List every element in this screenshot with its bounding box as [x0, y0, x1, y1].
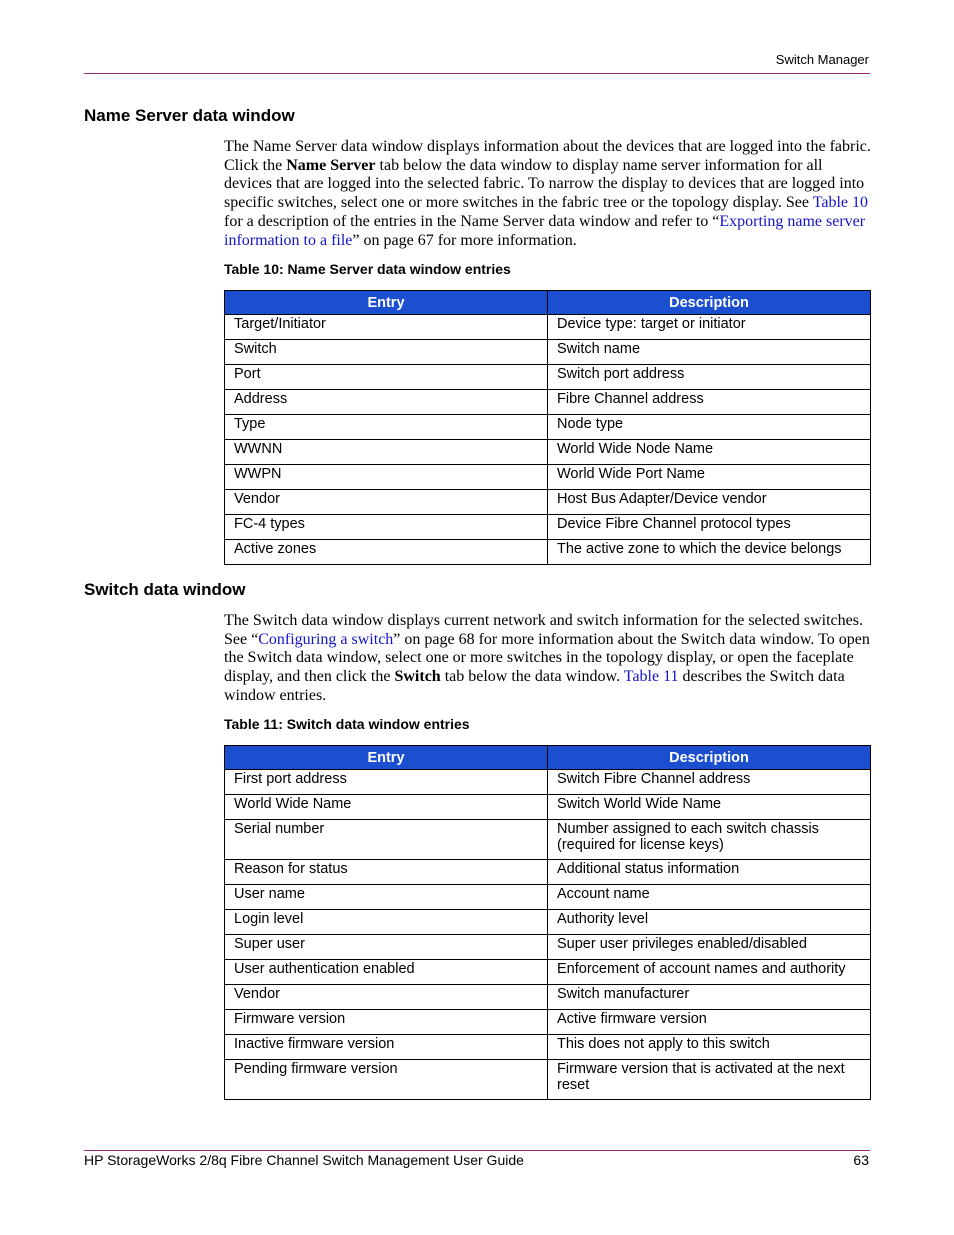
- page-number: 63: [853, 1152, 869, 1168]
- entry-cell: Reason for status: [225, 860, 548, 885]
- description-cell: Active firmware version: [548, 1010, 871, 1035]
- table-11-caption: Table 11: Switch data window entries: [224, 716, 470, 732]
- table-row: [225, 935, 871, 960]
- table-header-row: [225, 291, 871, 315]
- table-row: [225, 1010, 871, 1035]
- description-cell: Switch name: [548, 340, 871, 365]
- table-row: [225, 795, 871, 820]
- section-title-name-server: Name Server data window: [84, 106, 295, 125]
- description-cell: Host Bus Adapter/Device vendor: [548, 490, 871, 515]
- table-row: [225, 365, 871, 390]
- entry-cell: Switch: [225, 340, 548, 365]
- header-rule: [84, 73, 870, 74]
- entry-cell: First port address: [225, 770, 548, 795]
- description-cell: Authority level: [548, 910, 871, 935]
- running-header: Switch Manager: [775, 52, 869, 67]
- table-row: [225, 770, 871, 795]
- entry-cell: WWNN: [225, 440, 548, 465]
- entry-cell: World Wide Name: [225, 795, 548, 820]
- table-10-caption: Table 10: Name Server data window entries: [224, 261, 511, 277]
- switch-table: [224, 745, 871, 1100]
- description-cell: World Wide Port Name: [548, 465, 871, 490]
- entry-cell: FC-4 types: [225, 515, 548, 540]
- table-row: [225, 960, 871, 985]
- table-row: [225, 440, 871, 465]
- description-cell: Switch World Wide Name: [548, 795, 871, 820]
- table-row: [225, 540, 871, 565]
- configuring-switch-link[interactable]: Configuring a switch: [258, 630, 394, 648]
- table-row: [225, 490, 871, 515]
- table-row: [225, 1060, 871, 1100]
- table-row: [225, 340, 871, 365]
- exporting-name-server-link[interactable]: Exporting name server information to a file: [224, 212, 866, 249]
- description-cell: Node type: [548, 415, 871, 440]
- entry-cell: Pending firmware version: [225, 1060, 548, 1100]
- entry-cell: Port: [225, 365, 548, 390]
- table-row: [225, 515, 871, 540]
- entry-cell: Inactive firmware version: [225, 1035, 548, 1060]
- table-row: [225, 465, 871, 490]
- description-cell: This does not apply to this switch: [548, 1035, 871, 1060]
- entry-cell: Vendor: [225, 490, 548, 515]
- column-header-description: Description: [548, 291, 871, 315]
- entry-cell: Serial number: [225, 820, 548, 860]
- description-cell: Number assigned to each switch chassis (required for license keys): [548, 820, 871, 860]
- table-row: [225, 820, 871, 860]
- switch-paragraph: The Switch data window displays current network and switch information for the selected switches. See “Configuring a switch” on page 68 for more information about the Switch data window. To open the Switch data window, select one or more switches in the topology display, or open the faceplate display, and then click the Switch tab below the data window. Table 11 describes the Switch data window entries.: [224, 612, 870, 704]
- name-server-paragraph: The Name Server data window displays information about the devices that are logged into the fabric. Click the Name Server tab below the data window to display name server information for all devices that are logged into the selected fabric. To narrow the display to devices that are logged into specific switches, select one or more switches in the fabric tree or the topology display. See Table 10 for a description of the entries in the Name Server data window and refer to “Exporting name server information to a file” on page 67 for more information.: [224, 138, 871, 249]
- description-cell: Account name: [548, 885, 871, 910]
- description-cell: Device Fibre Channel protocol types: [548, 515, 871, 540]
- entry-cell: Type: [225, 415, 548, 440]
- table-header-row: [225, 746, 871, 770]
- entry-cell: User authentication enabled: [225, 960, 548, 985]
- description-cell: Enforcement of account names and authority: [548, 960, 871, 985]
- description-cell: Switch manufacturer: [548, 985, 871, 1010]
- description-cell: Additional status information: [548, 860, 871, 885]
- table-row: [225, 985, 871, 1010]
- description-cell: Device type: target or initiator: [548, 315, 871, 340]
- entry-cell: WWPN: [225, 465, 548, 490]
- description-cell: Fibre Channel address: [548, 390, 871, 415]
- table-row: [225, 1035, 871, 1060]
- description-cell: Switch Fibre Channel address: [548, 770, 871, 795]
- table-row: [225, 885, 871, 910]
- entry-cell: Login level: [225, 910, 548, 935]
- description-cell: Switch port address: [548, 365, 871, 390]
- description-cell: The active zone to which the device belongs: [548, 540, 871, 565]
- description-cell: Firmware version that is activated at the next reset: [548, 1060, 871, 1100]
- table-row: [225, 415, 871, 440]
- entry-cell: Firmware version: [225, 1010, 548, 1035]
- entry-cell: Target/Initiator: [225, 315, 548, 340]
- column-header-entry: Entry: [225, 291, 548, 315]
- column-header-entry: Entry: [225, 746, 548, 770]
- entry-cell: Active zones: [225, 540, 548, 565]
- entry-cell: Address: [225, 390, 548, 415]
- entry-cell: Vendor: [225, 985, 548, 1010]
- table-row: [225, 860, 871, 885]
- entry-cell: Super user: [225, 935, 548, 960]
- table-row: [225, 315, 871, 340]
- entry-cell: User name: [225, 885, 548, 910]
- description-cell: World Wide Node Name: [548, 440, 871, 465]
- footer-title: HP StorageWorks 2/8q Fibre Channel Switch Management User Guide: [84, 1152, 524, 1168]
- section-title-switch: Switch data window: [84, 580, 246, 599]
- column-header-description: Description: [548, 746, 871, 770]
- table-row: [225, 390, 871, 415]
- description-cell: Super user privileges enabled/disabled: [548, 935, 871, 960]
- footer-rule: [84, 1150, 870, 1151]
- table-11-link[interactable]: Table 11: [623, 668, 679, 686]
- table-10-link[interactable]: Table 10: [812, 194, 869, 212]
- name-server-table: [224, 290, 871, 565]
- table-row: [225, 910, 871, 935]
